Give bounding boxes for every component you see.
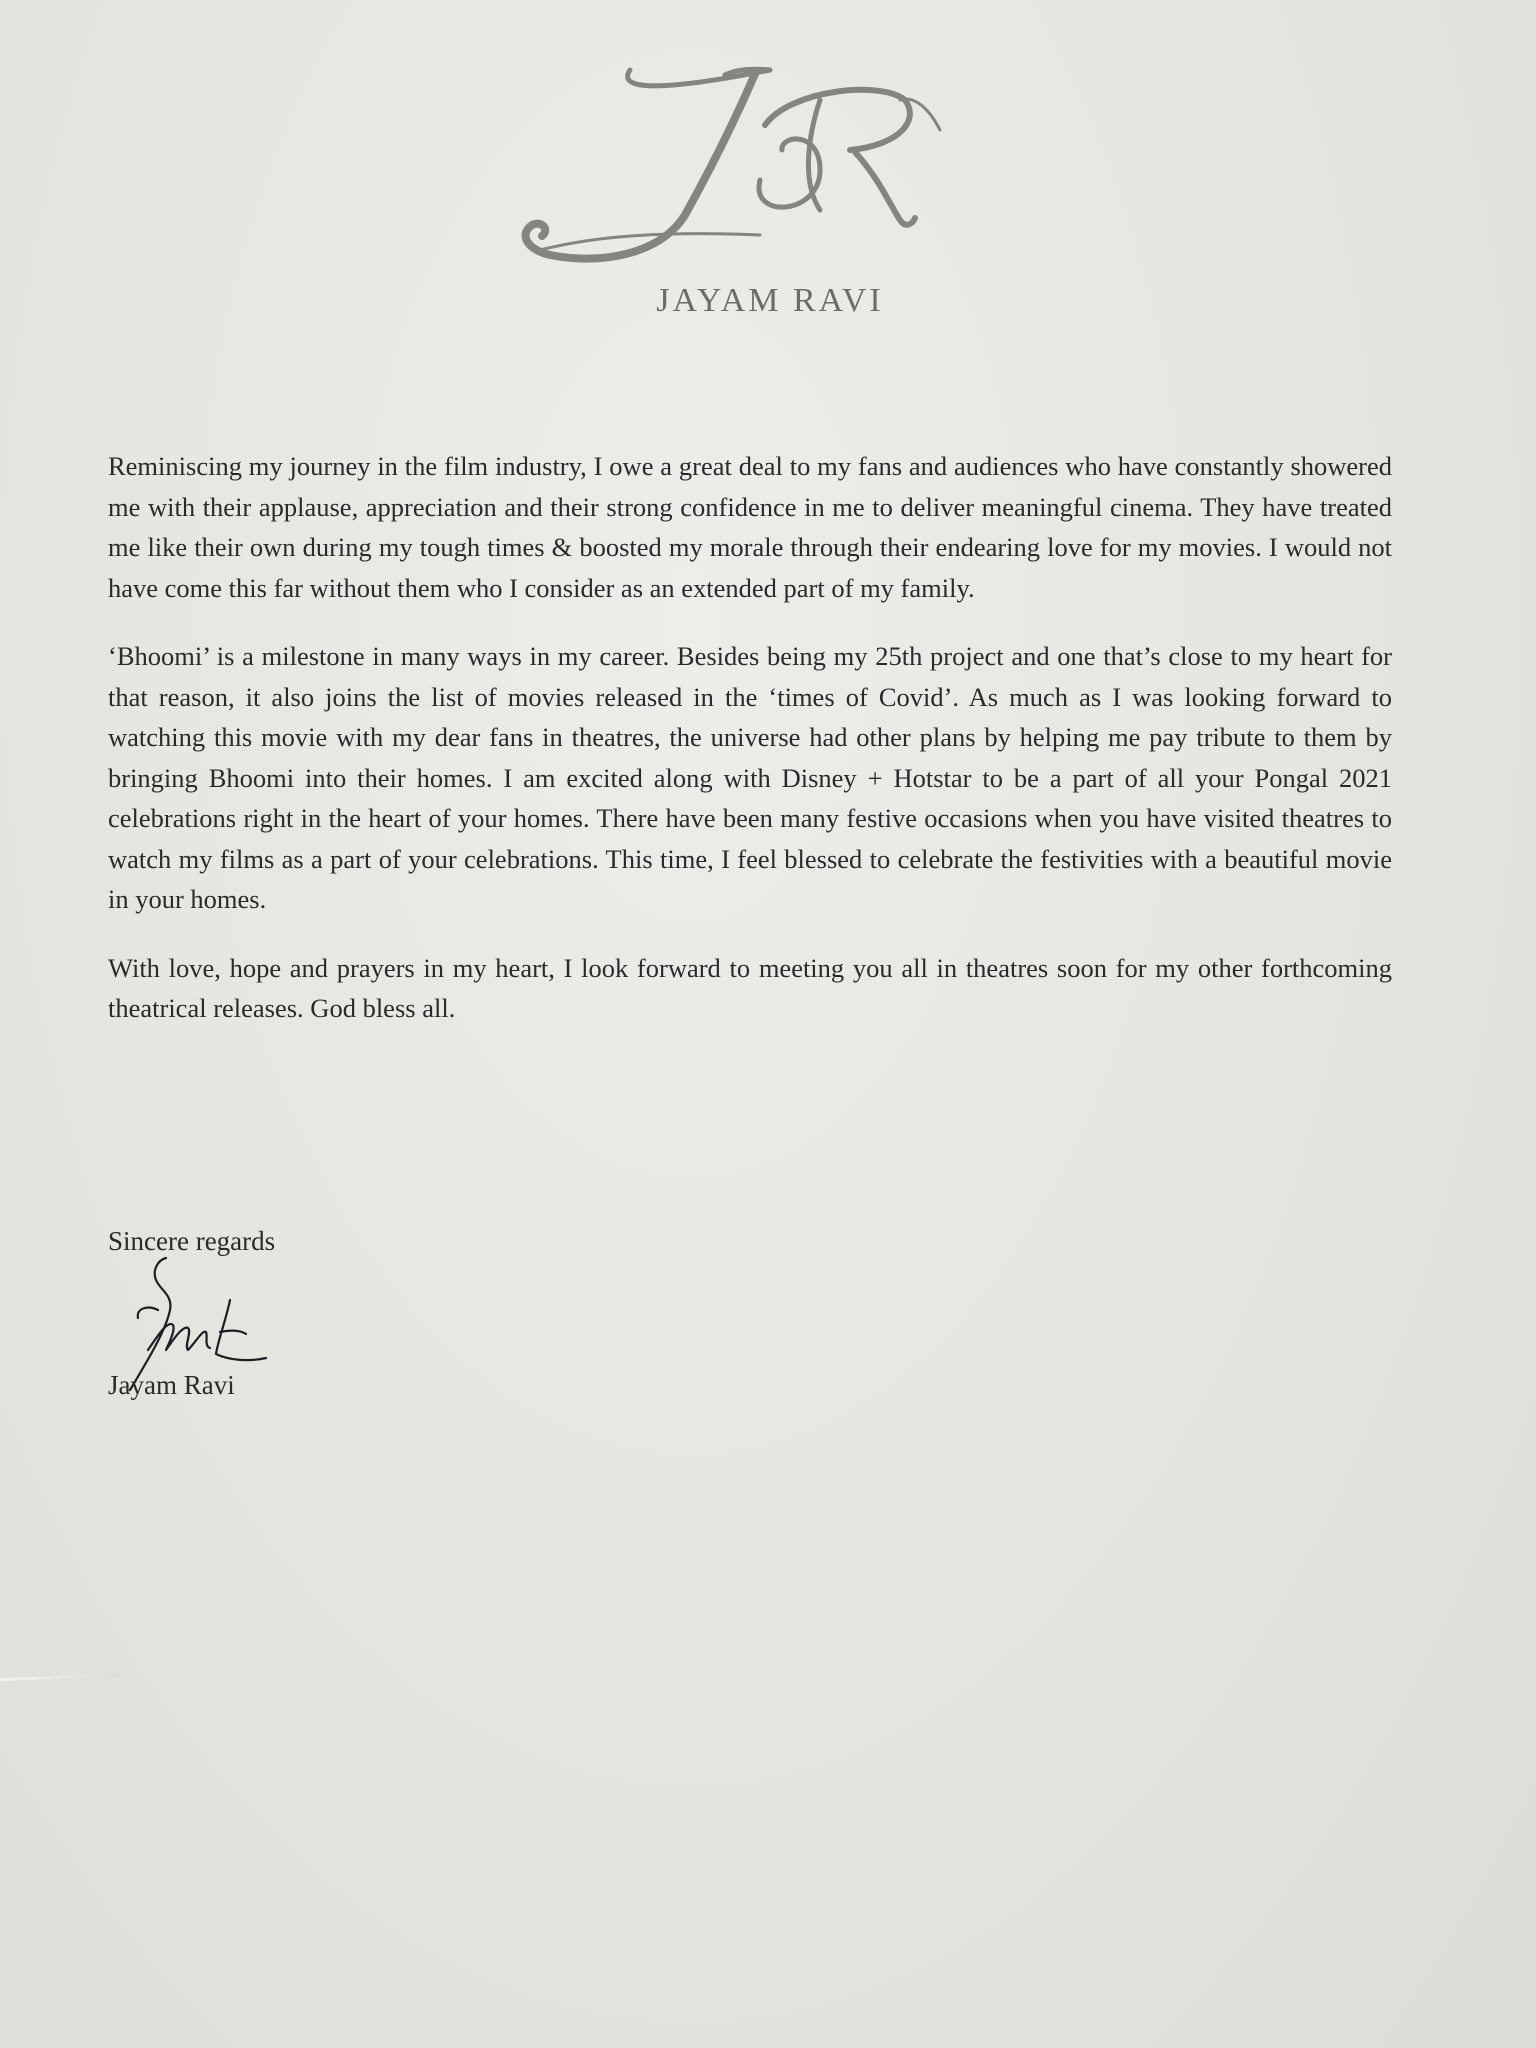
closing-salutation: Sincere regards — [108, 1226, 276, 1256]
letter-paragraph-2: ‘Bhoomi’ is a milestone in many ways in my career. Besides being my 25th project and one that’s close to my heart for that reason, it also joins the list of movies released in the ‘times of Covid’. As much as I was looking forward to watching this movie with my dear fans in theatres, the universe had other plans by helping me pay tribute to them by bringing Bhoomi into their homes. I am excited along with Disney + Hotstar to be a part of all your Pongal 2021 celebrations right in the heart of your homes. There have been many festive occasions when you have visited theatres to watch my films as a part of your celebrations. This time, I feel blessed to celebrate the festivities with a beautiful movie in your homes. — [108, 641, 1392, 914]
letter-paragraph-3: With love, hope and prayers in my heart, I look forward to meeting you all in theatres soon for my other forthcoming theatrical releases. God bless all. — [108, 952, 1392, 1023]
paper-crease — [0, 1674, 120, 1681]
signer-name: Jayam Ravi — [108, 1370, 235, 1400]
letter-paragraph-1: Reminiscing my journey in the film industry, I owe a great deal to my fans and audiences who have constantly showered me with their applause, appreciation and their strong confidence in me to deliver meaningful cinema. They have treated me like their own during my tough times & boosted my morale through their endearing love for my movies. I would not have come this far without them who I consider as an extended part of my family. — [108, 451, 1392, 603]
letter-body — [108, 446, 1392, 1057]
letterhead — [520, 40, 980, 319]
jr-monogram-logo — [520, 40, 980, 270]
letterhead-name: JAYAM RAVI — [656, 282, 884, 319]
